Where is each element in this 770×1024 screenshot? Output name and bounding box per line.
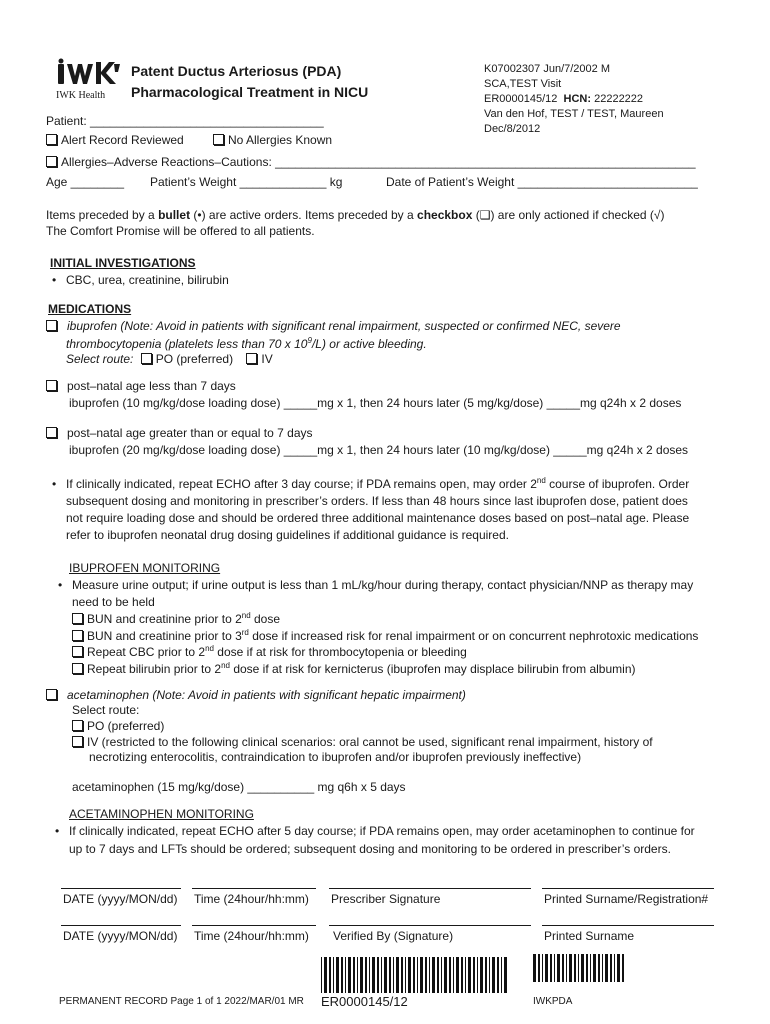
ibuprofen-checkbox[interactable]: ibuprofen (Note: Avoid in patients with significant renal impairment, suspected or confirmed NEC, severe: [46, 319, 621, 334]
ge7-checkbox[interactable]: post–natal age greater than or equal to 7 days: [46, 426, 313, 441]
ace-monitoring-line2: up to 7 days and LFTs should be ordered; subsequent dosing and monitoring to be ordered in prescriber’s orders.: [69, 842, 671, 856]
time-label-1: Time (24hour/hh:mm): [194, 892, 309, 906]
checkbox-icon: [46, 156, 57, 167]
prescriber-line[interactable]: [329, 888, 531, 889]
acetaminophen-checkbox[interactable]: acetaminophen (Note: Avoid in patients with significant hepatic impairment): [46, 688, 466, 703]
permanent-record-footer: PERMANENT RECORD Page 1 of 1 2022/MAR/01 MR: [59, 996, 304, 1007]
allergies-checkbox[interactable]: Allergies–Adverse Reactions–Cautions: _______________________________________________________________: [46, 155, 696, 170]
form-barcode: [533, 954, 625, 982]
checkbox-icon: [72, 613, 83, 624]
medications-heading: MEDICATIONS: [48, 302, 132, 316]
intro-line2: The Comfort Promise will be offered to all patients.: [46, 224, 315, 238]
investigations-item: • CBC, urea, creatinine, bilirubin: [52, 273, 229, 288]
checkbox-icon: [72, 663, 83, 674]
lt7-dose[interactable]: ibuprofen (10 mg/kg/dose loading dose) _____mg x 1, then 24 hours later (5 mg/kg/dose) _____mg q24h x 2 doses: [69, 396, 682, 410]
checkbox-icon: [72, 720, 83, 731]
checkbox-icon: [46, 134, 57, 145]
urine-output-line2: need to be held: [72, 595, 155, 609]
alert-record-checkbox[interactable]: Alert Record Reviewed: [46, 133, 184, 148]
bun-3rd-checkbox[interactable]: BUN and creatinine prior to 3rd dose if increased risk for renal impairment or on concurrent nephrotoxic medications: [72, 629, 698, 644]
ace-iv-line2: necrotizing enterocolitis, contraindication to ibuprofen and/or ibuprofen previously ineffective): [89, 750, 582, 764]
ace-select-route: Select route:: [72, 703, 140, 717]
no-allergies-checkbox[interactable]: No Allergies Known: [213, 133, 332, 148]
time-line-2[interactable]: [192, 925, 316, 926]
printed-label: Printed Surname: [544, 929, 635, 943]
checkbox-icon: [246, 353, 257, 364]
visit-line: SCA,TEST Visit: [484, 78, 562, 90]
date-line: Dec/8/2012: [484, 123, 541, 135]
echo-line4: refer to ibuprofen neonatal drug dosing guidelines if additional guidance is required.: [66, 528, 509, 542]
logo-text: IWK Health: [56, 90, 106, 101]
form-title-line2: Pharmacological Treatment in NICU: [131, 84, 369, 100]
ace-dose[interactable]: acetaminophen (15 mg/kg/dose) __________ mg q6h x 5 days: [72, 780, 406, 794]
echo-line2: subsequent dosing and monitoring in prescriber’s orders. If less than 48 hours since last ibuprofen dose, patient does: [66, 494, 688, 508]
ace-monitoring-line1: • If clinically indicated, repeat ECHO after 5 day course; if PDA remains open, may order acetaminophen to continue for: [55, 824, 695, 839]
ibuprofen-monitoring-heading: IBUPROFEN MONITORING: [69, 561, 221, 575]
checkbox-icon: [141, 353, 152, 364]
checkbox-icon: [46, 689, 57, 700]
checkbox-icon: [46, 320, 57, 331]
urine-output-line1: • Measure urine output; if urine output is less than 1 mL/kg/hour during therapy, contact physician/NNP as therapy may: [58, 578, 693, 593]
intro-line1: Items preceded by a bullet (•) are active orders. Items preceded by a checkbox (❑) are only actioned if checked (√): [46, 208, 665, 222]
encounter-line: ER0000145/12 HCN: 22222222: [484, 93, 644, 105]
ibuprofen-route: Select route: PO (preferred) IV: [66, 352, 273, 366]
bun-2nd-checkbox[interactable]: BUN and creatinine prior to 2nd dose: [72, 612, 280, 627]
date-line-2[interactable]: [61, 925, 181, 926]
ace-iv-checkbox[interactable]: IV (restricted to the following clinical scenarios: oral cannot be used, significant renal impairment, history of: [72, 735, 653, 750]
time-label-2: Time (24hour/hh:mm): [194, 929, 309, 943]
investigations-heading: INITIAL INVESTIGATIONS: [50, 256, 196, 270]
form-title-line1: Patent Ductus Arteriosus (PDA): [131, 63, 342, 79]
age-field[interactable]: Age ________: [46, 175, 125, 189]
ibuprofen-note-line2: thrombocytopenia (platelets less than 70 x $10^9/L$) or active bleeding.: [66, 336, 427, 351]
bilirubin-checkbox[interactable]: Repeat bilirubin prior to 2nd dose if at risk for kernicterus (ibuprofen may displace bilirubin from albumin): [72, 662, 635, 677]
checkbox-icon: [46, 380, 57, 391]
record-barcode: [321, 957, 511, 993]
checkbox-icon: [72, 630, 83, 641]
prescriber-label: Prescriber Signature: [331, 892, 441, 906]
printed-reg-label: Printed Surname/Registration#: [544, 892, 709, 906]
iwk-health-logo: [56, 58, 122, 102]
form-code: IWKPDA: [533, 996, 573, 1007]
patient-id-line: K07002307 Jun/7/2002 M: [484, 63, 610, 75]
weight-date-field[interactable]: Date of Patient’s Weight ___________________________: [386, 175, 698, 189]
ge7-dose[interactable]: ibuprofen (20 mg/kg/dose loading dose) _____mg x 1, then 24 hours later (10 mg/kg/dose) _____mg q24h x 2 doses: [69, 443, 689, 457]
date-line-1[interactable]: [61, 888, 181, 889]
echo-line1: • If clinically indicated, repeat ECHO after 3 day course; if PDA remains open, may order 2nd course of ibuprofen. Order: [52, 477, 689, 492]
checkbox-icon: [72, 646, 83, 657]
checkbox-icon: [72, 736, 83, 747]
checkbox-icon: [213, 134, 224, 145]
date-label-2: DATE (yyyy/MON/dd): [63, 929, 178, 943]
ibu-iv-checkbox[interactable]: IV: [246, 352, 272, 366]
verified-label: Verified By (Signature): [333, 929, 454, 943]
printed-line[interactable]: [542, 925, 714, 926]
physician-line: Van den Hof, TEST / TEST, Maureen: [484, 108, 664, 120]
cbc-checkbox[interactable]: Repeat CBC prior to 2nd dose if at risk for thrombocytopenia or bleeding: [72, 645, 467, 660]
barcode-text: ER0000145/12: [321, 994, 408, 1009]
acetaminophen-monitoring-heading: ACETAMINOPHEN MONITORING: [69, 807, 254, 821]
checkbox-icon: [46, 427, 57, 438]
ibu-po-checkbox[interactable]: PO (preferred): [141, 352, 233, 366]
patient-field[interactable]: Patient: ___________________________________: [46, 114, 324, 128]
date-label-1: DATE (yyyy/MON/dd): [63, 892, 178, 906]
verified-line[interactable]: [329, 925, 531, 926]
echo-line3: not require loading dose and should be ordered three additional maintenance doses based on post–natal age. Please: [66, 511, 690, 525]
time-line-1[interactable]: [192, 888, 316, 889]
weight-field[interactable]: Patient’s Weight _____________ kg: [150, 175, 343, 189]
printed-reg-line[interactable]: [542, 888, 714, 889]
ace-po-checkbox[interactable]: PO (preferred): [72, 719, 164, 734]
lt7-checkbox[interactable]: post–natal age less than 7 days: [46, 379, 236, 394]
